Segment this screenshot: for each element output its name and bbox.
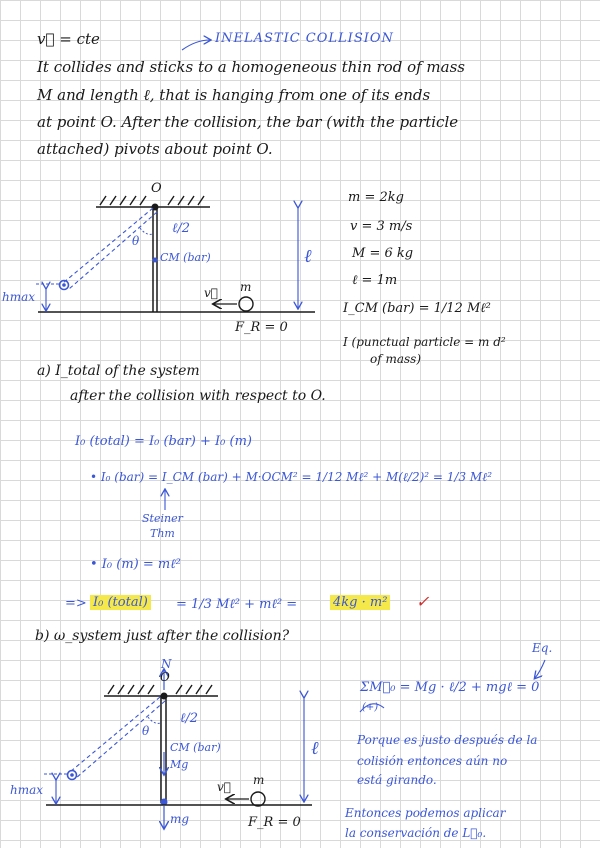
note-1-line-3: está girando. xyxy=(357,773,437,787)
check-mark: ✓ xyxy=(416,592,430,611)
result-value: 4kg · m² xyxy=(330,595,390,610)
half-length-label-2: ℓ/2 xyxy=(180,711,199,726)
friction-label-2: F_R = 0 xyxy=(248,815,301,830)
eq-label: Eq. xyxy=(532,641,553,655)
given-ipunct-2: of mass) xyxy=(370,352,422,366)
part-a-eq3: • I₀ (m) = mℓ² xyxy=(90,557,181,572)
note-1-line-1: Porque es justo después de la xyxy=(357,733,538,747)
given-v: v = 3 m/s xyxy=(350,219,413,234)
note-2-line-2: la conservación de L⃗₀. xyxy=(345,826,487,840)
result-lhs: I₀ (total) xyxy=(90,595,151,610)
part-a-eq1: I₀ (total) = I₀ (bar) + I₀ (m) xyxy=(75,434,252,449)
swung-rod-2 xyxy=(70,697,165,778)
theta-label-1: θ xyxy=(132,234,140,248)
mg-particle-label: mg xyxy=(170,812,190,826)
pivot-label-2: O xyxy=(160,670,170,684)
collision-type-label: INELASTIC COLLISION xyxy=(215,31,394,46)
steiner-label-2: Thm xyxy=(150,527,175,540)
cm-label-1: CM (bar) xyxy=(160,251,211,264)
problem-line-1: It collides and sticks to a homogeneous thin rod of mass xyxy=(37,58,465,76)
given-icm: I_CM (bar) = 1/12 Mℓ² xyxy=(343,301,491,316)
given-l: ℓ = 1m xyxy=(352,273,398,288)
given-m: m = 2kg xyxy=(348,190,404,205)
hmax-label-2: hmax xyxy=(10,783,44,797)
given-ipunct-1: I (punctual particle = m d² xyxy=(343,335,506,349)
velocity-label-1: v⃗ xyxy=(204,286,218,300)
velocity-constant: v⃗ = cte xyxy=(37,30,100,48)
cm-label-2: CM (bar) xyxy=(170,741,221,754)
part-a-eq2: • I₀ (bar) = I_CM (bar) + M·OCM² = 1/12 Mℓ² + M(ℓ/2)² = 1/3 Mℓ² xyxy=(90,470,493,484)
part-b-question: b) ω_system just after the collision? xyxy=(35,628,290,644)
velocity-label-2: v⃗ xyxy=(217,780,231,794)
sign-convention: (+) xyxy=(362,702,379,713)
rod-1 xyxy=(152,204,159,313)
result-mid: = 1/3 Mℓ² + mℓ² = xyxy=(176,597,298,612)
length-label-2: ℓ xyxy=(311,738,319,759)
given-M: M = 6 kg xyxy=(352,246,414,261)
note-2-line-1: Entonces podemos aplicar xyxy=(345,806,506,820)
rod-2 xyxy=(161,693,168,806)
hmax-label-1: hmax xyxy=(2,290,36,304)
part-a-question-1: a) I_total of the system xyxy=(37,363,200,379)
length-label-1: ℓ xyxy=(304,246,312,267)
theta-label-2: θ xyxy=(142,724,150,738)
normal-force-label: N xyxy=(161,657,172,671)
part-a-question-2: after the collision with respect to O. xyxy=(70,388,326,404)
note-1-line-2: colisión entonces aún no xyxy=(357,754,508,768)
mass-label-2: m xyxy=(253,773,265,787)
problem-line-2: M and length ℓ, that is hanging from one of its ends xyxy=(37,86,431,104)
mg-bar-label: Mg xyxy=(170,758,189,771)
steiner-label-1: Steiner xyxy=(142,512,183,525)
swung-rod-1 xyxy=(63,208,157,289)
friction-label-1: F_R = 0 xyxy=(235,320,288,335)
torque-equation: ΣM⃗₀ = Mg · ℓ/2 + mgℓ = 0 xyxy=(360,680,540,695)
mass-label-1: m xyxy=(240,280,252,294)
half-length-label-1: ℓ/2 xyxy=(172,221,191,236)
problem-line-4: attached) pivots about point O. xyxy=(37,140,273,158)
problem-line-3: at point O. After the collision, the bar (with the particle xyxy=(37,113,459,131)
pivot-label-1: O xyxy=(151,181,162,196)
result-prefix: => xyxy=(65,596,87,611)
